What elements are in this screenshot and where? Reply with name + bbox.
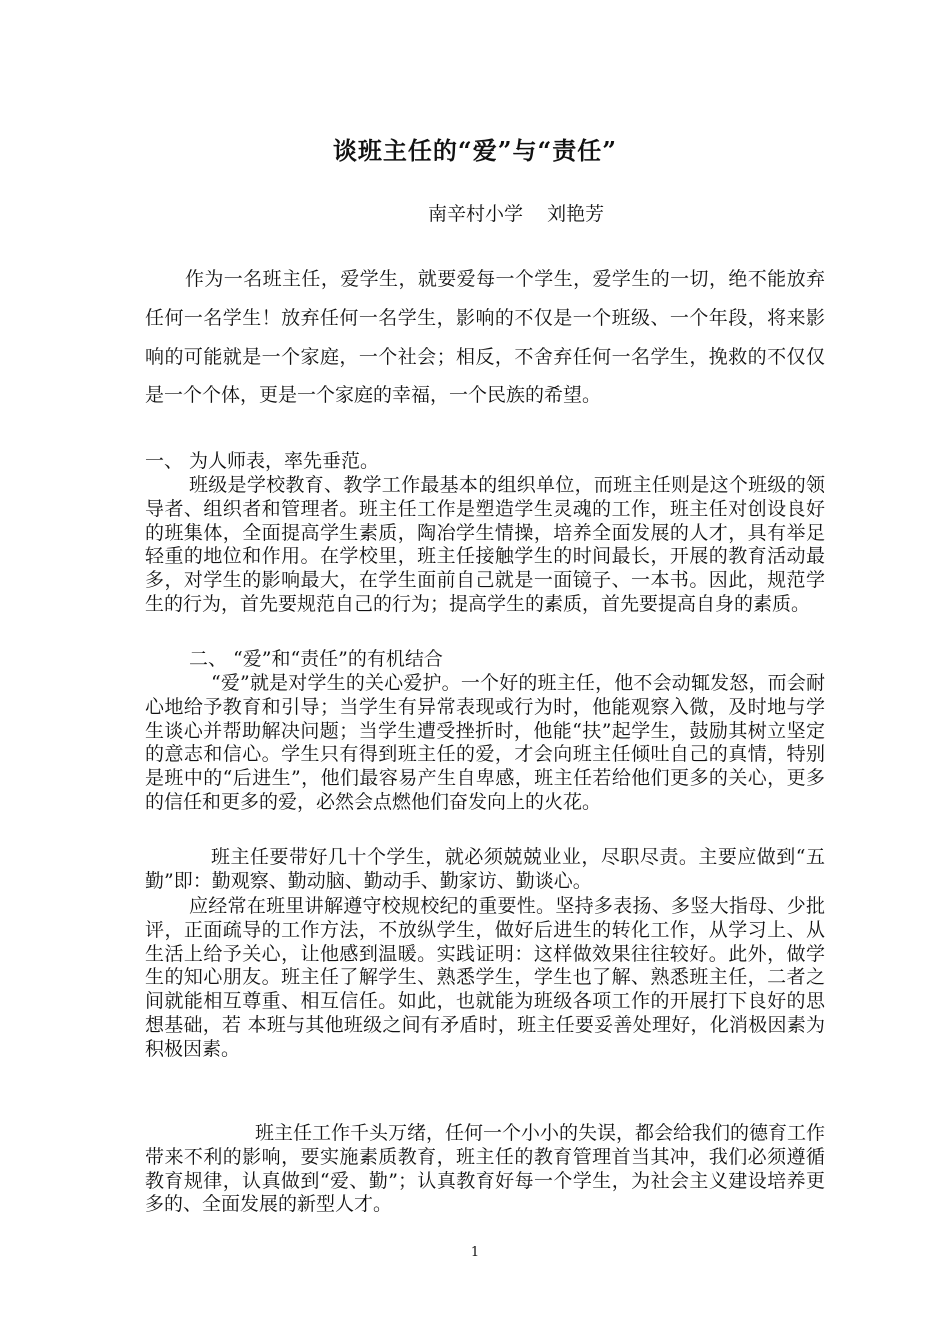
body-paragraph-1: 班级是学校教育、教学工作最基本的组织单位，而班主任则是这个班级的领导者、组织者和管理者。班主任工作是塑造学生灵魂的工作，班主任对创设良好的班集体，全面提高学生素质，陶冶学生情操，培养全面发展的人才，具有举足轻重的地位和作用。在学校里，班主任接触学生的时间最长，开展的教育活动最多，对学生的影响最大，在学生面前自己就是一面镜子、一本书。因此，规范学生的行为，首先要规范自己的行为；提高学生的素质，首先要提高自身的素质。 <box>145 474 825 615</box>
body-paragraph-4: 应经常在班里讲解遵守校规校纪的重要性。坚持多表扬、多竖大指母、少批评，正面疏导的工作方法，不放纵学生，做好后进生的转化工作，从学习上、从生活上给予关心，让他感到温暖。实践证明：这样做效果往往较好。此外，做学生的知心朋友。班主任了解学生、熟悉学生，学生也了解、熟悉班主任，二者之间就能相互尊重、相互信任。如此，也就能为班级各项工作的开展打下良好的思想基础，若 本班与其他班级之间有矛盾时，班主任要妥善处理好，化消极因素为积极因素。 <box>145 895 825 1060</box>
section-heading-2: 二、 “爱”和“责任”的有机结合 <box>189 648 443 670</box>
section-heading-1: 一、 为人师表，率先垂范。 <box>145 450 380 472</box>
page-number: 1 <box>470 1245 480 1260</box>
body-paragraph-2: “爱”就是对学生的关心爱护。一个好的班主任，他不会动辄发怒，而会耐心地给予教育和引导；当学生有异常表现或行为时，他能观察入微，及时地与学生谈心并帮助解决问题；当学生遭受挫折时，他能“扶”起学生，鼓励其树立坚定的意志和信心。学生只有得到班主任的爱，才会向班主任倾吐自己的真情，特别是班中的“后进生”，他们最容易产生自卑感，班主任若给他们更多的关心，更多的信任和更多的爱，必然会点燃他们奋发向上的火花。 <box>145 672 825 813</box>
body-paragraph-3: 班主任要带好几十个学生，就必须兢兢业业，尽职尽责。主要应做到“五勤”即：勤观察、勤动脑、勤动手、勤家访、勤谈心。 <box>145 846 825 892</box>
intro-paragraph: 作为一名班主任，爱学生，就要爱每一个学生，爱学生的一切，绝不能放弃任何一名学生！放弃任何一名学生，影响的不仅是一个班级、一个年段，将来影响的可能就是一个家庭，一个社会；相反，不舍弃任何一名学生，挽救的不仅仅是一个个体，更是一个家庭的幸福，一个民族的希望。 <box>145 268 825 407</box>
body-paragraph-5: 班主任工作千头万绪，任何一个小小的失误，都会给我们的德育工作带来不利的影响，要实施素质教育，班主任的教育管理首当其冲，我们必须遵循教育规律，认真做到“爱、勤”；认真教育好每一个学生，为社会主义建设培养更多的、全面发展的新型人才。 <box>145 1122 826 1216</box>
author-byline: 南辛村小学 刘艳芳 <box>428 203 605 225</box>
document-title: 谈班主任的“爱”与“责任” <box>332 136 618 165</box>
